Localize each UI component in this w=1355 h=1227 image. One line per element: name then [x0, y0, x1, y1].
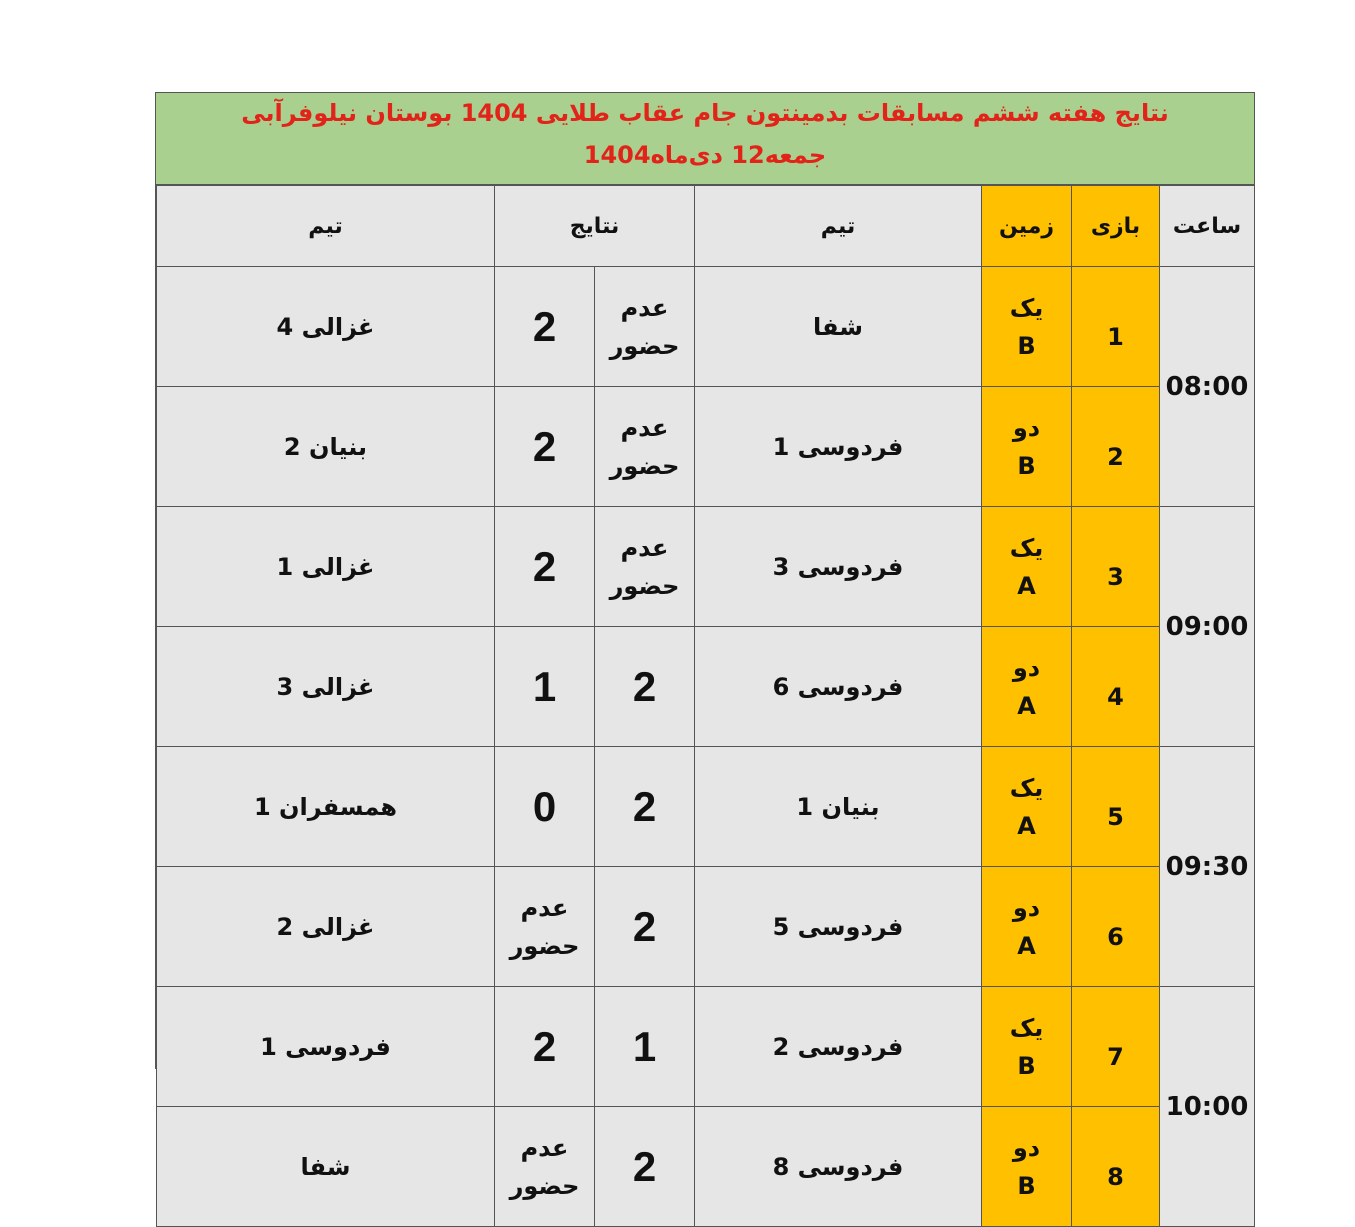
- time-cell: 09:30: [1160, 747, 1255, 987]
- title-band: [156, 93, 1254, 185]
- score-cell: 0: [495, 747, 595, 867]
- game-cell: 6: [1072, 867, 1160, 987]
- absent-cell: [595, 387, 695, 507]
- court-cell: [982, 387, 1072, 507]
- header-game: بازی: [1072, 186, 1160, 267]
- court-name: دو: [1012, 413, 1041, 442]
- absent-cell: [595, 507, 695, 627]
- team-cell: فردوسی 3: [695, 507, 982, 627]
- court-cell: [982, 867, 1072, 987]
- score-cell: 2: [595, 867, 695, 987]
- table-row: [157, 867, 1255, 987]
- court-cell: [982, 747, 1072, 867]
- game-cell: 7: [1072, 987, 1160, 1107]
- court-side: B: [1017, 331, 1036, 360]
- team-cell: فردوسی 8: [695, 1107, 982, 1227]
- court-side: B: [1017, 451, 1036, 480]
- court-name: یک: [1009, 1013, 1044, 1042]
- court-side: A: [1017, 571, 1036, 600]
- court-side: A: [1017, 811, 1036, 840]
- absent-line2: حضور: [609, 451, 680, 480]
- absent-line1: عدم: [620, 533, 669, 562]
- game-cell: 5: [1072, 747, 1160, 867]
- absent-line1: عدم: [520, 1133, 569, 1162]
- absent-line1: عدم: [620, 293, 669, 322]
- page-title: نتایج هفته ششم مسابقات بدمینتون جام عقاب طلایی 1404 بوستان نیلوفرآبی: [241, 99, 1169, 127]
- header-time: ساعت: [1160, 186, 1255, 267]
- absent-cell: [595, 267, 695, 387]
- court-name: دو: [1012, 893, 1041, 922]
- team-cell: فردوسی 2: [695, 987, 982, 1107]
- game-cell: 2: [1072, 387, 1160, 507]
- table-row: [157, 507, 1255, 627]
- time-cell: 08:00: [1160, 267, 1255, 507]
- court-name: یک: [1009, 293, 1044, 322]
- score-cell: 2: [595, 627, 695, 747]
- header-team-left: تیم: [157, 186, 495, 267]
- team-cell: غزالی 4: [157, 267, 495, 387]
- absent-line2: حضور: [509, 931, 580, 960]
- table-row: [157, 747, 1255, 867]
- score-cell: 2: [495, 267, 595, 387]
- court-side: B: [1017, 1051, 1036, 1080]
- team-cell: شفا: [695, 267, 982, 387]
- table-row: [157, 1107, 1255, 1227]
- game-cell: 1: [1072, 267, 1160, 387]
- game-cell: 8: [1072, 1107, 1160, 1227]
- court-side: A: [1017, 691, 1036, 720]
- score-cell: 1: [595, 987, 695, 1107]
- absent-line2: حضور: [609, 331, 680, 360]
- team-cell: فردوسی 1: [695, 387, 982, 507]
- team-cell: غزالی 2: [157, 867, 495, 987]
- absent-line1: عدم: [620, 413, 669, 442]
- team-cell: غزالی 1: [157, 507, 495, 627]
- team-cell: غزالی 3: [157, 627, 495, 747]
- table-row: [157, 987, 1255, 1107]
- score-cell: 2: [595, 1107, 695, 1227]
- team-cell: همسفران 1: [157, 747, 495, 867]
- court-cell: [982, 267, 1072, 387]
- team-cell: بنیان 1: [695, 747, 982, 867]
- court-cell: [982, 627, 1072, 747]
- team-cell: بنیان 2: [157, 387, 495, 507]
- results-table: [156, 185, 1255, 1227]
- court-cell: [982, 987, 1072, 1107]
- court-side: A: [1017, 931, 1036, 960]
- absent-cell: [495, 867, 595, 987]
- court-name: دو: [1012, 1133, 1041, 1162]
- absent-line1: عدم: [520, 893, 569, 922]
- table-row: [157, 267, 1255, 387]
- table-row: [157, 627, 1255, 747]
- game-cell: 3: [1072, 507, 1160, 627]
- court-cell: [982, 1107, 1072, 1227]
- score-cell: 2: [495, 987, 595, 1107]
- time-cell: 09:00: [1160, 507, 1255, 747]
- page-subtitle-date: جمعه12 دی‌ماه1404: [583, 141, 827, 169]
- court-name: یک: [1009, 533, 1044, 562]
- absent-cell: [495, 1107, 595, 1227]
- team-cell: فردوسی 5: [695, 867, 982, 987]
- team-cell: شفا: [157, 1107, 495, 1227]
- header-team-right: تیم: [695, 186, 982, 267]
- team-cell: فردوسی 1: [157, 987, 495, 1107]
- absent-line2: حضور: [509, 1171, 580, 1200]
- court-name: دو: [1012, 653, 1041, 682]
- score-cell: 2: [495, 387, 595, 507]
- game-cell: 4: [1072, 627, 1160, 747]
- table-row: [157, 387, 1255, 507]
- time-cell: 10:00: [1160, 987, 1255, 1227]
- results-sheet: [155, 92, 1255, 1200]
- court-side: B: [1017, 1171, 1036, 1200]
- court-name: یک: [1009, 773, 1044, 802]
- score-cell: 1: [495, 627, 595, 747]
- header-row: [157, 186, 1255, 267]
- header-results: نتایج: [495, 186, 695, 267]
- court-cell: [982, 507, 1072, 627]
- absent-line2: حضور: [609, 571, 680, 600]
- header-court: زمین: [982, 186, 1072, 267]
- score-cell: 2: [595, 747, 695, 867]
- team-cell: فردوسی 6: [695, 627, 982, 747]
- score-cell: 2: [495, 507, 595, 627]
